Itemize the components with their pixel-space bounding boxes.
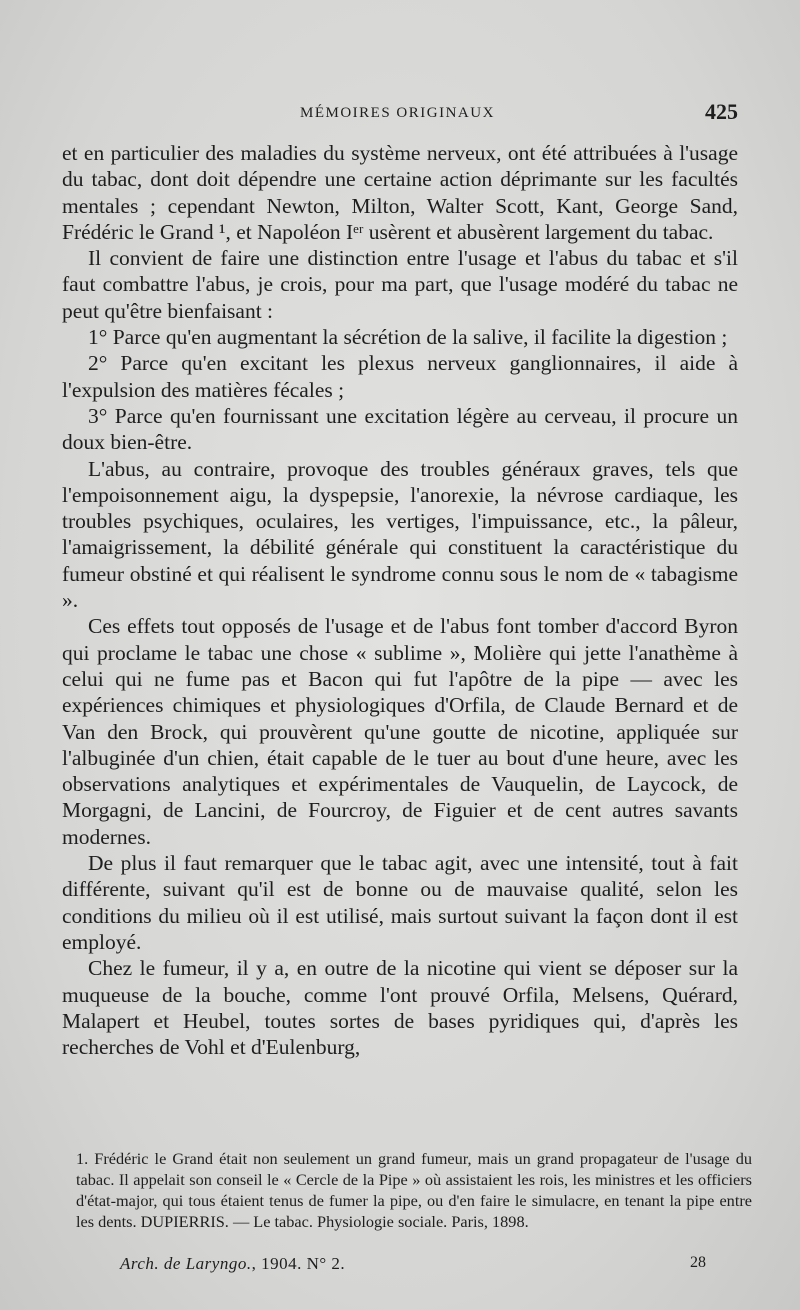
paragraph-smoker: Chez le fumeur, il y a, en outre de la nicotine qui vient se déposer sur la muqueuse de la bouche, comme l'ont prouvé Orfila, Melsens, Quérard, Malapert et Heubel, toutes sortes de bases pyridiques qui, d'après les recherches de Vohl et d'Eulenburg, bbox=[62, 956, 738, 1060]
list-item-2: 2° Parce qu'en excitant les plexus nerveux ganglionnaires, il aide à l'expulsion des matières fécales ; bbox=[62, 351, 738, 402]
journal-reference bbox=[120, 1254, 345, 1274]
page-footer bbox=[0, 1254, 800, 1276]
running-title: MÉMOIRES ORIGINAUX bbox=[300, 105, 495, 121]
paragraph-effects: Ces effets tout opposés de l'usage et de l'abus font tomber d'accord Byron qui proclame le tabac une chose « sublime », Molière qui jette l'anathème à celui qui ne fume pas et Bacon qui fut l'apôtre de la pipe — avec les expériences chimiques et physiologiques d'Orfila, de Claude Bernard et de Van den Brock, qui prouvèrent qu'une goutte de nicotine, appliquée sur l'albuginée d'un chien, était capable de le tuer au bout d'une heure, avec les observations analytiques et expérimentales de Vauquelin, de Laycock, de Morgagni, de Lancini, de Fourcroy, de Figuier et de cent autres savants modernes. bbox=[62, 614, 738, 849]
list-item-1: 1° Parce qu'en augmentant la sécrétion de la salive, il facilite la digestion ; bbox=[88, 325, 728, 350]
journal-title: Arch. de Laryngo. bbox=[120, 1254, 252, 1273]
paragraph-continuation: et en particulier des maladies du système nerveux, ont été attribuées à l'usage du tabac, dont doit dépendre une certaine action déprimante sur les facultés mentales ; cependant Newton, Milton, Walter Scott, Kant, George Sand, Frédéric le Grand ¹, et Napoléon Iᵉʳ usèrent et abusèrent largement du tabac. bbox=[62, 141, 738, 244]
footnote-1: 1. Frédéric le Grand était non seulement un grand fumeur, mais un grand propagateur de l'usage du tabac. Il appelait son conseil le « Cercle de la Pipe » où assistaient les rois, les ministres et les officiers d'état-major, qui tous étaient tenus de fumer la pipe, ou d'en faire le simulacre, en tenant la pipe entre les dents. DUPIERRIS. — Le tabac. Physiologie sociale. Paris, 1898. bbox=[76, 1149, 752, 1231]
paragraph-abuse: L'abus, au contraire, provoque des troubles généraux graves, tels que l'empoisonnement aigu, la dyspepsie, l'anorexie, la névrose cardiaque, les troubles psychiques, oculaires, les vertiges, l'impuissance, etc., la pâleur, l'amaigrissement, la débilité générale qui constituent la caractéristique du fumeur obstiné et qui réalisent le syndrome connu sous le nom de « tabagisme ». bbox=[62, 456, 738, 613]
page-header bbox=[0, 99, 800, 127]
paragraph-distinction: Il convient de faire une distinction entre l'usage et l'abus du tabac et s'il faut combattre l'abus, je crois, pour ma part, que l'usage modéré du tabac ne peut qu'être bienfaisant : bbox=[62, 246, 738, 323]
journal-issue: , 1904. N° 2. bbox=[251, 1254, 346, 1273]
signature-mark: 28 bbox=[690, 1254, 706, 1271]
footnotes bbox=[76, 1148, 752, 1232]
paragraph-quality: De plus il faut remarquer que le tabac agit, avec une intensité, tout à fait différente, suivant qu'il est de bonne ou de mauvaise qualité, selon les conditions du milieu où il est utilisé, mais surtout suivant la façon dont il est employé. bbox=[62, 851, 738, 954]
body-text bbox=[62, 140, 738, 1060]
list-item-3: 3° Parce qu'en fournissant une excitation légère au cerveau, il procure un doux bien-être. bbox=[62, 403, 738, 455]
page-number: 425 bbox=[705, 99, 738, 124]
